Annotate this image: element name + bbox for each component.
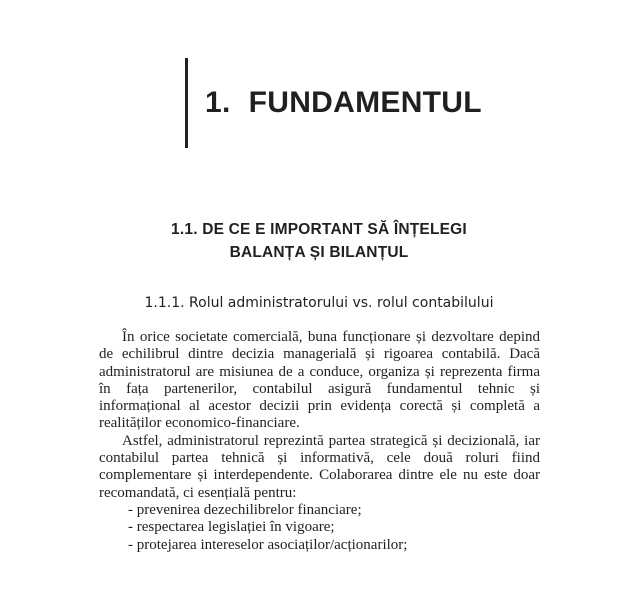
list-item — [99, 502, 540, 519]
list-dash: - — [128, 501, 133, 518]
list-item-text: prevenirea dezechilibrelor financiare; — [136, 501, 362, 518]
dash-list — [99, 502, 540, 554]
body-text — [99, 329, 540, 554]
section-heading-line1: 1.1. DE CE E IMPORTANT SĂ ÎNȚELEGI — [171, 221, 467, 238]
chapter-number: 1. — [205, 86, 231, 119]
subsection-heading: 1.1.1. Rolul administratorului vs. rolul contabilului — [144, 295, 494, 311]
list-item-text: respectarea legislației în vigoare; — [136, 519, 335, 536]
list-dash: - — [128, 519, 133, 536]
list-item-text: protejarea intereselor asociaților/acționarilor; — [136, 536, 408, 553]
paragraph-2: Astfel, administratorul reprezintă partea strategică și decizională, iar contabilul partea tehnică și informativă, cele două roluri fiind complementare și interdependente. Colaborarea dintre ele nu este doar recomandată, ci esențială pentru: — [99, 432, 540, 501]
chapter-vertical-rule — [185, 58, 188, 148]
section-heading — [99, 218, 539, 264]
list-item — [99, 519, 540, 536]
chapter-title-row — [205, 86, 482, 120]
paragraph-1: În orice societate comercială, buna funcționare și dezvoltare depind de echilibrul dintre decizia managerială și rigoarea contabilă. Dacă administratorul are misiunea de a conduce, organiza și reprezenta firma în fața partenerilor, contabilul asigură fundamentul tehnic și informațional al acestor decizii prin evidența corectă și completă a realităților economico-financiare. — [99, 329, 540, 432]
list-item — [99, 537, 540, 554]
chapter-title: FUNDAMENTUL — [248, 86, 482, 119]
chapter-heading — [185, 58, 482, 148]
section-heading-line2: BALANȚA ȘI BILANȚUL — [229, 244, 409, 261]
list-dash: - — [128, 536, 133, 553]
